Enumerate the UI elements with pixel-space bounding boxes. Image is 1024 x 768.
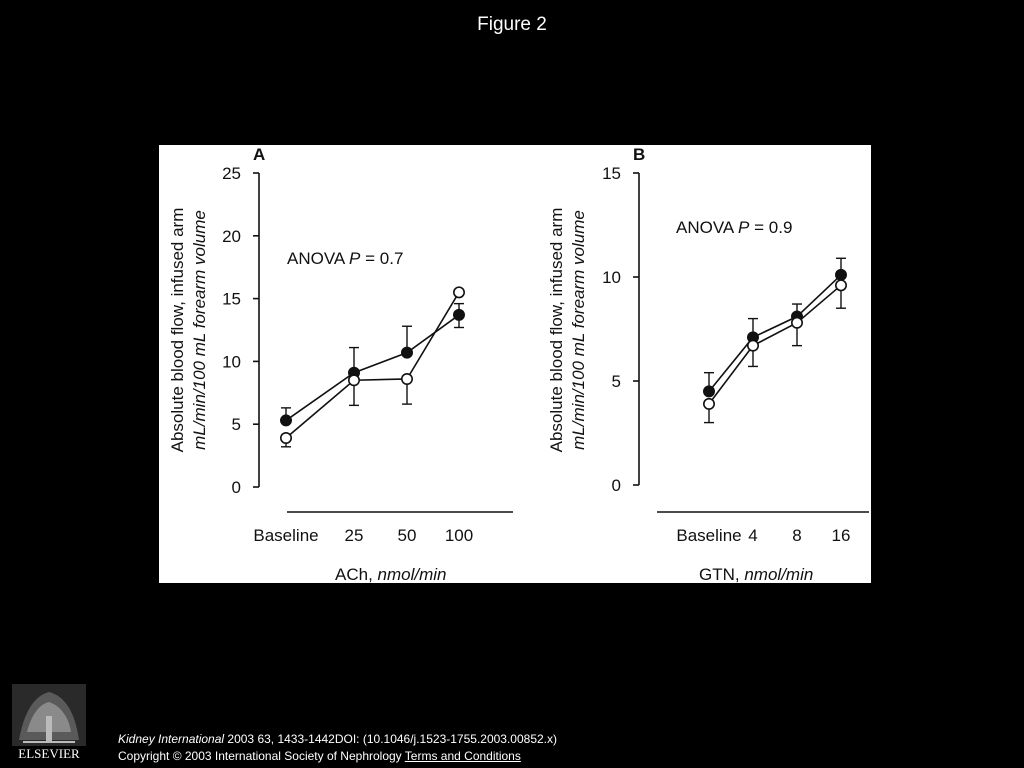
- anova-prefix: ANOVA: [287, 249, 350, 268]
- y-axis-label: Absolute blood flow, infused arm: [547, 207, 566, 453]
- y-axis-unit-label: mL/min/100 mL forearm volume: [190, 210, 209, 450]
- anova-value: = 0.7: [360, 249, 404, 268]
- page-title: Figure 2: [477, 14, 547, 35]
- citation-details: 2003 63, 1433-1442DOI: (10.1046/j.1523-1755.2003.00852.x): [224, 732, 558, 746]
- data-point-filled: [836, 270, 846, 280]
- panel-label: A: [253, 145, 266, 164]
- anova-p-symbol: P: [349, 249, 361, 268]
- y-tick-label: 25: [222, 164, 241, 183]
- data-point-open: [281, 433, 291, 443]
- series-line-open: [709, 285, 841, 404]
- y-tick-label: 5: [231, 415, 241, 435]
- x-tick-label: Baseline: [253, 526, 319, 545]
- terms-link[interactable]: Terms and Conditions: [404, 749, 521, 763]
- data-point-filled: [454, 310, 464, 320]
- y-tick-label: 10: [602, 268, 621, 287]
- citation-line: [118, 731, 557, 748]
- y-tick-label: 10: [222, 352, 241, 372]
- data-point-open: [402, 374, 412, 384]
- chart-panel-a: [168, 145, 513, 583]
- anova-p-symbol: P: [738, 218, 750, 237]
- x-axis-label: [335, 565, 447, 583]
- copyright-text: Copyright © 2003 International Society of Nephrology: [118, 749, 405, 763]
- data-point-open: [792, 318, 802, 328]
- anova-prefix: ANOVA: [676, 218, 739, 237]
- x-axis-label-main: GTN,: [699, 565, 745, 583]
- anova-annotation: [287, 249, 403, 268]
- x-tick-label: 16: [831, 526, 851, 545]
- data-point-open: [704, 399, 714, 409]
- y-tick-label: 0: [611, 476, 621, 495]
- x-tick-label: 50: [397, 526, 417, 545]
- anova-value: = 0.9: [749, 218, 793, 237]
- y-tick-label: 20: [222, 226, 241, 246]
- panel-label: B: [633, 145, 646, 164]
- y-tick-label: 5: [611, 372, 621, 391]
- citation-block: [118, 731, 557, 765]
- series-line-filled: [286, 315, 459, 421]
- data-point-open: [748, 340, 758, 350]
- y-tick-label: 0: [231, 478, 241, 497]
- x-tick-label: Baseline: [676, 526, 742, 545]
- elsevier-logo[interactable]: [9, 682, 89, 762]
- data-point-open: [454, 287, 464, 297]
- figure-panel: [159, 145, 871, 583]
- data-point-filled: [281, 415, 291, 425]
- x-axis-label-unit: nmol/min: [744, 565, 814, 583]
- y-axis-unit-label: mL/min/100 mL forearm volume: [569, 210, 588, 450]
- x-tick-label: 8: [792, 526, 802, 545]
- copyright-line: [118, 748, 557, 765]
- x-axis-label-unit: nmol/min: [377, 565, 447, 583]
- data-point-filled: [704, 386, 714, 396]
- data-point-open: [349, 375, 359, 385]
- y-tick-label: 15: [602, 164, 621, 183]
- journal-name: Kidney International: [118, 732, 225, 746]
- x-tick-label: 100: [444, 526, 474, 545]
- anova-annotation: [676, 218, 792, 237]
- x-tick-label: 4: [748, 526, 758, 545]
- y-axis-label: Absolute blood flow, infused arm: [168, 207, 187, 453]
- x-tick-label: 25: [344, 526, 364, 545]
- data-point-filled: [402, 347, 412, 357]
- figure-chart: [159, 145, 871, 583]
- series-line-filled: [709, 275, 841, 391]
- data-point-open: [836, 280, 846, 290]
- elsevier-logo-text: ELSEVIER: [18, 746, 80, 761]
- chart-panel-b: [547, 145, 869, 583]
- x-axis-label-main: ACh,: [335, 565, 378, 583]
- elsevier-tree-icon: [9, 682, 89, 762]
- x-axis-label: [699, 565, 813, 583]
- y-tick-label: 15: [222, 289, 241, 309]
